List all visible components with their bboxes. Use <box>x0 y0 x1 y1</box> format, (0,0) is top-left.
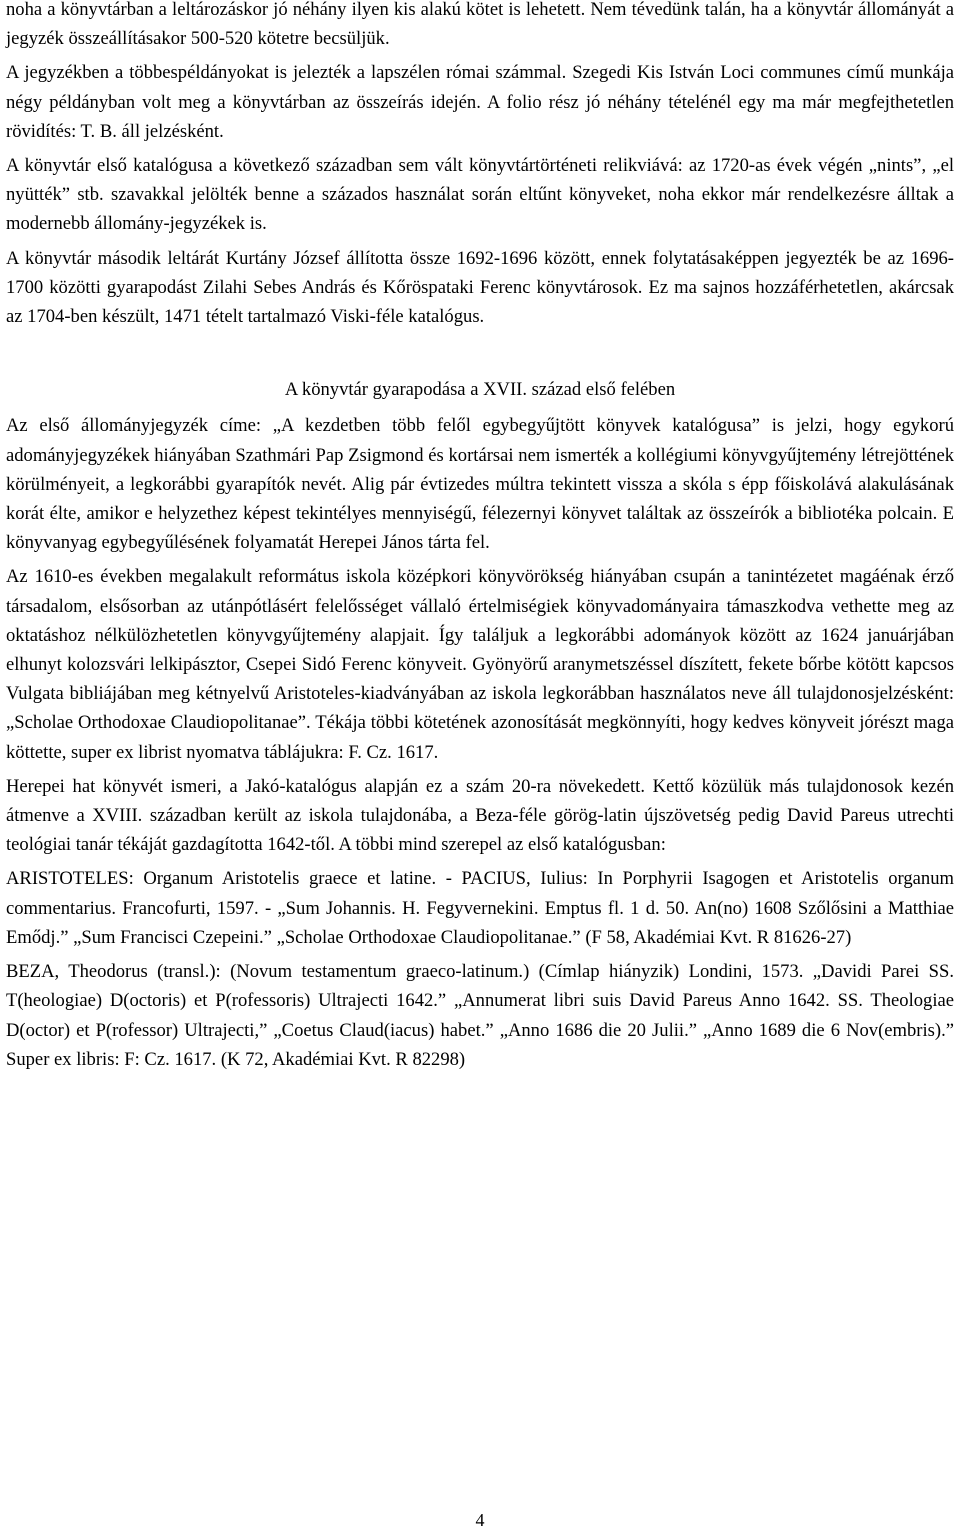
paragraph-herepei-books: Herepei hat könyvét ismeri, a Jakó-katalógus alapján ez a szám 20-ra növekedett. Kettő közülük más tulajdonosok kezén átmenve a XVIII. században került az iskola tulajdonába, a Beza-féle görög-latin újszövetség pedig David Pareus utrechti teológiai tanár tékáját gazdagította 1642-től. A többi mind szerepel az első katalógusban: <box>6 775 954 856</box>
document-page <box>6 0 954 1079</box>
paragraph-first-catalogue: A könyvtár első katalógusa a következő században sem vált könyvtártörténeti relikviává: az 1720-as évek végén „nints”, „el nyütték” stb. szavakkal jelölték benne a százados használat során eltűnt könyveket, noha ekkor már rendelkezésre álltak a modernebb állomány-jegyzékek is. <box>6 155 954 235</box>
entry-aristoteles: ARISTOTELES: Organum Aristotelis graece et latine. - PACIUS, Iulius: In Porphyrii Isagogen et Aristotelis organum commentarius. Francofurti, 1597. - „Sum Johannis. H. Fegyvernekini. Emptus fl. 1 d. 50. An(no) 1608 Szőlősini a Matthiae Emődj.” „Sum Francisci Czepeini.” „Scholae Orthodoxae Claudiopolitanae.” (F 58, Akadémiai Kvt. R 81626-27) <box>6 868 954 948</box>
paragraph-first-inventory-title: Az első állományjegyzék címe: „A kezdetben több felől egybegyűjtött könyvek katalógusa” is jelzi, hogy egykorú adományjegyzékek hiányában Szathmári Pap Zsigmond és kortársai nem ismerték a kollégiumi könyvgyűjtemény létrejöttének körülményeit, a legkorábbi gyarapítók nevét. Alig pár évtizedes múltra tekintett vissza a skóla s épp főiskolává alakulásának korát élte, amikor e helyzethez képest tekintélyes mennyiségű, félezernyi könyvet találtak az összeírók a bibliotéka polcain. E könyvanyag egybegyűlésének folyamatát Herepei János tárta fel. <box>6 415 954 554</box>
section-heading: A könyvtár gyarapodása a XVII. század első felében <box>284 379 676 401</box>
paragraph-duplicate-copies: A jegyzékben a többespéldányokat is jelezték a lapszélen római számmal. Szegedi Kis István Loci communes című munkája négy példányban volt meg a könyvtárban az összeírás idején. A folio rész jó néhány tételénél egy ma már megfejthetetlen rövidítés: T. B. áll jelzésként. <box>6 62 954 142</box>
page-number: 4 <box>475 1510 485 1530</box>
entry-beza: BEZA, Theodorus (transl.): (Novum testamentum graeco-latinum.) (Címlap hiányzik) Londini, 1573. „Davidi Parei SS. T(heologiae) D(octoris) et P(rofessoris) Ultrajecti 1642.” „Annumerat libri suis David Pareus Anno 1642. SS. Theologiae D(octor) et P(rofessor) Ultrajecti,” „Coetus Claud(iacus) habet.” „Anno 1686 die 20 Julii.” „Anno 1689 die 6 Nov(embris).” Super ex libris: F: Cz. 1617. (K 72, Akadémiai Kvt. R 82298) <box>6 961 954 1070</box>
paragraph-1610s-school: Az 1610-es években megalakult református iskola középkori könyvörökség hiányában csupán a tanintézetet magáénak érző társadalom, elsősorban az utánpótlásért felelősséget vállaló értelmiségiek könyvadományaira támaszkodva vethette meg az oktatáshoz nélkülözhetetlen könyvgyűjtemény alapjait. Így találjuk a legkorábbi adományok között az 1624 januárjában elhunyt kolozsvári lelkipásztor, Csepei Sidó Ferenc könyveit. Gyönyörű aranymetszéssel díszített, fekete bőrbe kötött kapcsos Vulgata bibliájában meg kétnyelvű Aristoteles-kiadványában az iskola legkorábban használatos neve áll tulajdonosjelzésként: „Scholae Orthodoxae Claudiopolitanae”. Tékája többi kötetének azonosítását megkönnyíti, hogy kedves könyveit jórészt maga köttette, super ex librist nyomatva táblájukra: F. Cz. 1617. <box>6 566 954 763</box>
paragraph-second-inventory: A könyvtár második leltárát Kurtány József állította össze 1692-1696 között, ennek folytatásaképpen jegyezték be az 1696-1700 közötti gyarapodást Zilahi Sebes András és Kőröspataki Ferenc könyvtárosok. Ez ma sajnos hozzáférhetetlen, akárcsak az 1704-ben készült, 1471 tételt tartalmazó Viski-féle katalógus. <box>6 247 954 328</box>
paragraph-library-volume-estimate: noha a könyvtárban a leltározáskor jó néhány ilyen kis alakú kötet is lehetett. Nem tévedünk talán, ha a könyvtár állományát a jegyzék összeállításakor 500-520 kötetre becsüljük. <box>6 0 954 50</box>
